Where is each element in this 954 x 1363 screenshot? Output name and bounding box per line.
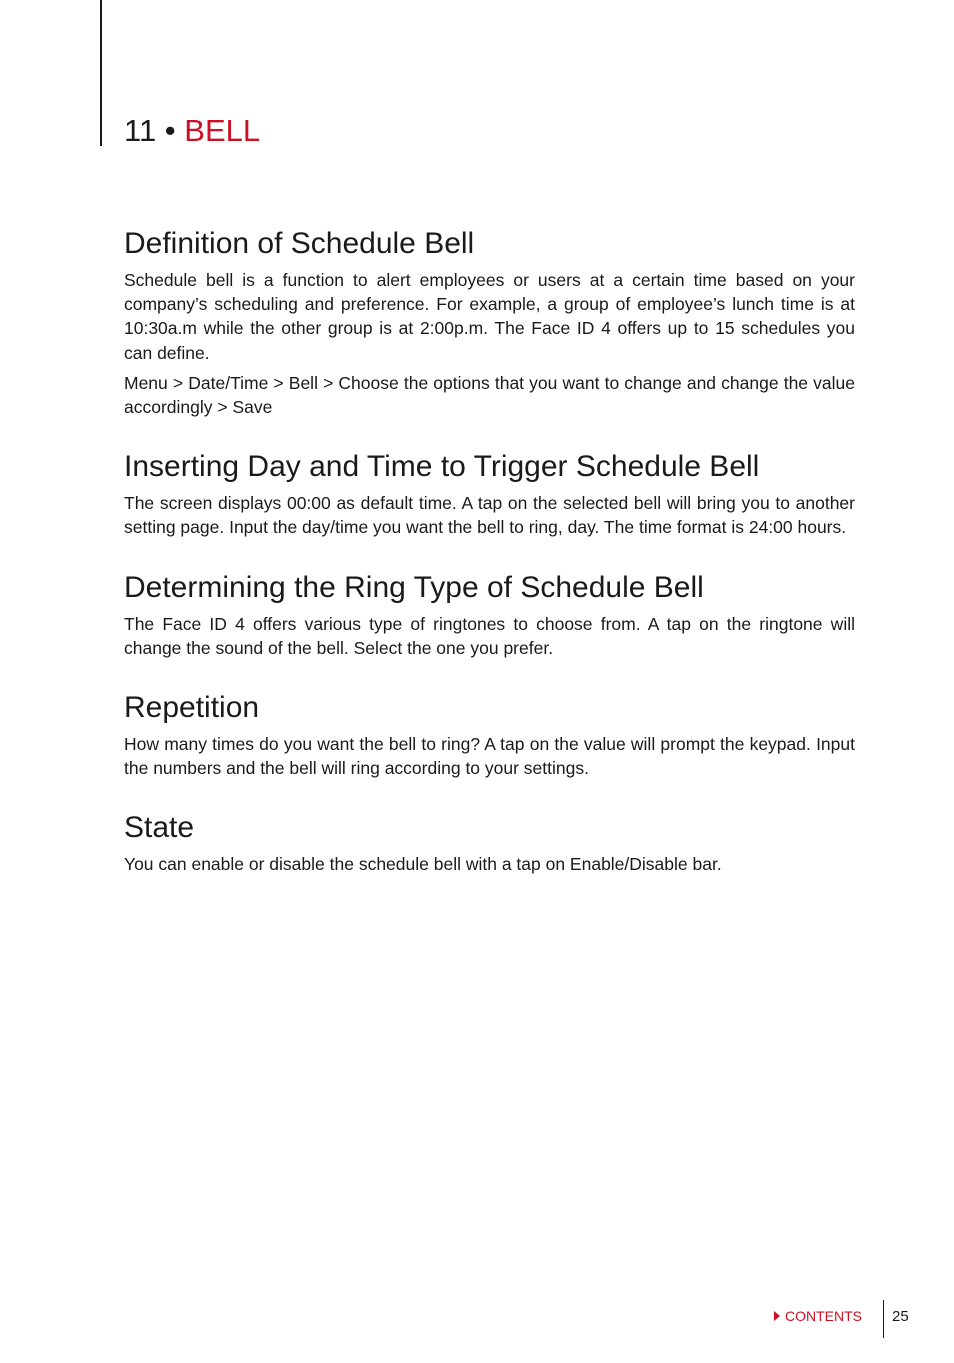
section-repetition [124,690,855,780]
section-ring-type [124,570,855,660]
section-title: Repetition [124,691,260,725]
chapter-heading [124,112,260,149]
footer-divider [883,1300,884,1338]
page-content [124,226,855,907]
chapter-number: 11 [124,113,157,148]
section-title: Definition of Schedule Bell [124,227,475,260]
section-inserting-day-time [124,449,855,539]
section-paragraph: How many times do you want the bell to ring? A tap on the value will prompt the keypad. Input the numbers and the bell will ring according to your settings. [124,734,855,779]
chapter-title: BELL [184,113,261,148]
menu-path-paragraph: Menu > Date/Time > Bell > Choose the options that you want to change and change the value accordingly > Save [124,372,855,418]
contents-link-label: CONTENTS [785,1308,862,1324]
section-paragraph: The Face ID 4 offers various type of ringtones to choose from. A tap on the ringtone will change the sound of the bell. Select the one you prefer. [124,613,855,658]
section-title: Determining the Ring Type of Schedule Bell [124,570,704,604]
page-number: 25 [892,1308,909,1325]
section-paragraph: The screen displays 00:00 as default time. A tap on the selected bell will bring you to another setting page. Input the day/time you want the bell to ring, day. The time format is 24:00 hours. [124,493,855,538]
contents-link[interactable] [774,1308,862,1324]
section-paragraph: Schedule bell is a function to alert employees or users at a certain time based on your company’s scheduling and preference. For example, a group of employee’s lunch time is at 10:30a.m while the other group is at 2:00p.m. The Face ID 4 offers up to 15 schedules you can define. [124,270,855,363]
section-title: Inserting Day and Time to Trigger Schedule Bell [124,450,760,484]
section-definition [124,226,855,419]
chapter-separator: • [156,113,185,148]
section-state [124,810,855,876]
chapter-margin-rule [100,0,102,146]
section-title: State [124,811,195,845]
section-paragraph: You can enable or disable the schedule bell with a tap on Enable/Disable bar. [124,854,722,875]
triangle-right-icon [774,1311,780,1321]
